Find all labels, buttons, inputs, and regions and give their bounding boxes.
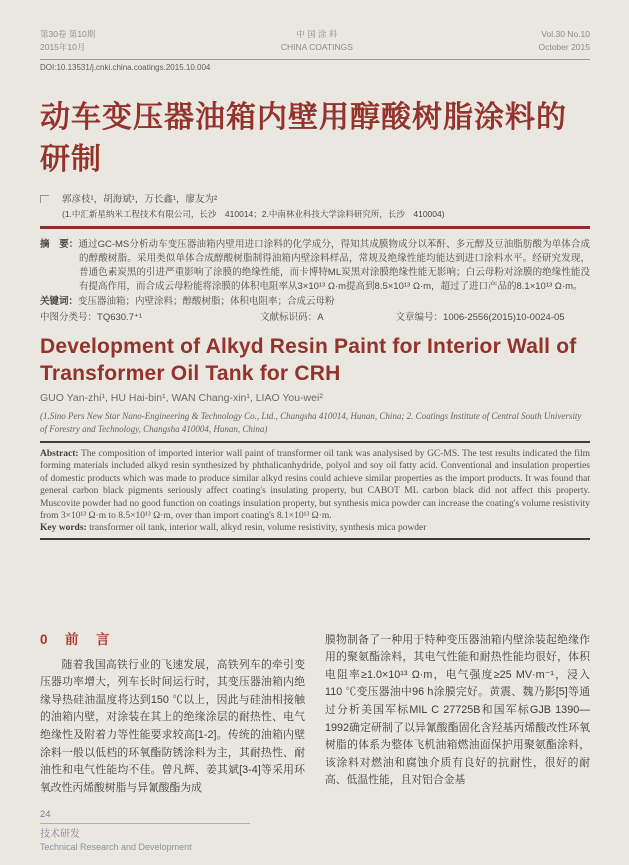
footer-rule — [40, 823, 250, 824]
footer-section-zh: 技术研发 — [40, 829, 80, 840]
abstract-en-text: The composition of imported interior wall paint of transformer oil tank was analysised by GC-MS. The test results indicated the film forming materials included alkyd resin synthesized by phthalicanhydride, polyol and soy oil fatty acid. Conventional and insulation properties of domestic products which was made to produce similar alkyd resins could achieve similar properties as the import products. It was found that general carbon black pigments seriously affect coating's insulating property, but CABOT ML carbon black did not affect this property. Muscovite powder had no good function on coatings insulation property, but synthesis mica powder can increase the coating's volume resistivity from 3×10¹³ Ω·m to 8.5×10¹³ Ω·m, over than import coating's 8.1×10¹³ Ω·m. — [40, 449, 590, 522]
clc-label: 中图分类号： — [40, 312, 98, 323]
title-en-line1: Development of Alkyd Resin Paint for Interior Wall of — [40, 335, 577, 358]
authors-en: GUO Yan-zhi¹, HU Hai-bin¹, WAN Chang-xin¹, LIAO You-wei² — [40, 392, 323, 404]
keywords-zh-text: 变压器油箱；内壁涂料；醇酸树脂；体积电阻率；合成云母粉 — [78, 296, 335, 307]
body-column-right — [325, 632, 590, 798]
body-paragraph-right: 膜物制备了一种用于特种变压器油箱内壁涂装起绝缘作用的聚氨酯涂料，其电气性能和耐热性能均很好，体积电阻率≥1.0×10¹³ Ω·m，电气强度≥25 MV·m⁻¹，浸入110 ℃变压器油中96 h涂膜完好。黄震、魏乃影[5]等通过分析美国军标MIL C 27725B和国军标GJB 1390—1992确定研制了以异氰酸酯固化含羟基丙烯酸改性环氧树脂的体系为整体飞机油箱燃油面保护用聚氨酯涂料，该涂料对燃油和腐蚀介质有良好的抗耐性，很好的耐高、低温性能，且对铝合金基 — [325, 633, 590, 787]
title-divider-rule — [40, 226, 590, 229]
document-code — [260, 311, 323, 324]
abstract-en — [40, 448, 590, 522]
volume-issue-zh: 第30卷 第10期 — [40, 29, 96, 39]
english-block-rule — [40, 441, 590, 443]
article-no-label: 文章编号： — [395, 312, 444, 323]
footer-section-en: Technical Research and Development — [40, 842, 192, 852]
masthead-divider — [40, 59, 590, 60]
masthead-center — [281, 28, 353, 54]
corner-mark-icon — [40, 195, 49, 203]
body-column-left — [40, 632, 305, 798]
masthead-right — [538, 28, 590, 54]
section-heading-intro: 0 前 言 — [40, 631, 112, 647]
authors-zh-row — [40, 193, 590, 206]
clc-value: TQ630.7⁺¹ — [97, 312, 143, 323]
affiliation-zh: (1.中汇新星纳米工程技术有限公司，长沙 410014；2.中南林业科技大学涂料研究所，长沙 410004) — [62, 209, 445, 219]
keywords-zh — [40, 295, 590, 309]
page-number: 24 — [40, 809, 51, 820]
article-title-zh: 动车变压器油箱内壁用醇酸树脂涂料的研制 — [40, 101, 567, 176]
doc-code-label: 文献标识码： — [260, 312, 318, 323]
authors-zh: 郭彦枝¹，胡海斌¹，万长鑫¹，廖友为² — [62, 194, 218, 205]
journal-masthead — [40, 28, 590, 54]
abstract-en-label: Abstract: — [40, 449, 79, 459]
body-columns — [40, 632, 590, 798]
article-title-en — [40, 333, 590, 387]
abstract-zh-text: 通过GC-MS分析动车变压器油箱内壁用进口涂料的化学成分，得知其成膜物成分以苯酐、多元醇及豆油脂肪酸为单体合成的醇酸树脂。采用类似单体合成醇酸树脂制得油箱内壁涂料样品，常规及绝缘性能均能达到进口涂料水平。经研究发现，普通色素炭黑的引进严重影响了涂膜的绝缘性能，而卡博特ML炭黑对涂膜绝缘性能无影响；白云母粉对涂膜的绝缘性能没有提高作用，而合成云母粉能将涂膜的体积电阻率从3×10¹³ Ω·m提高到8.5×10¹³ Ω·m，超过了进口产品的8.1×10¹³ Ω·m。 — [78, 239, 590, 292]
article-no-value: 1006-2556(2015)10-0024-05 — [443, 312, 565, 323]
abstract-end-rule — [40, 538, 590, 540]
keywords-zh-label: 关键词： — [40, 296, 79, 307]
clc-number — [40, 311, 142, 324]
body-paragraph-left: 随着我国高铁行业的飞速发展，高铁列车的牵引变压器功率增大，列车长时间运行时，其变压器油箱内绝缘导热硅油温度将达到150 ℃以上，因此与硅油相接触的油箱内壁，对涂装在其上的绝缘涂层的耐热性、电气绝缘性及附着力等性能要求较高[1-2]。传统的油箱内壁涂料一般以低档的环氧酯防锈涂料为主，其耐热性、耐油性和电气性能均不佳。曾凡辉、姜其斌[3-4]等采用环氧改性丙烯酸树脂与异氰酸酯为成 — [40, 658, 305, 794]
keywords-en — [40, 522, 590, 535]
abstract-zh — [40, 238, 590, 294]
keywords-en-label: Key words: — [40, 523, 87, 534]
doc-code-value: A — [317, 312, 324, 323]
abstract-zh-label: 摘 要： — [40, 239, 79, 250]
doi-line: DOI:10.13531/j.cnki.china.coatings.2015.10.004 — [40, 63, 211, 72]
page-footer — [40, 809, 250, 853]
title-en-line2: Transformer Oil Tank for CRH — [40, 362, 341, 385]
journal-name-zh: 中 国 涂 料 — [296, 29, 338, 39]
classification-row — [40, 311, 590, 324]
keywords-en-text: transformer oil tank, interior wall, alkyd resin, volume resistivity, synthesis mica powder — [86, 523, 427, 534]
journal-name-en: CHINA COATINGS — [280, 42, 353, 52]
issue-date-en: October 2015 — [538, 42, 590, 52]
volume-issue-en: Vol.30 No.10 — [541, 29, 590, 39]
masthead-left — [40, 28, 95, 54]
article-number — [396, 311, 565, 324]
affiliation-en: (1.Sino Pers New Star Nano-Engineering & Technology Co., Ltd., Changsha 410014, Hunan, China; 2. Coatings Institute of Central South University of Forestry and Technology, Changsha 410004, Hunan, China) — [40, 411, 582, 434]
issue-date-zh: 2015年10月 — [40, 42, 86, 52]
